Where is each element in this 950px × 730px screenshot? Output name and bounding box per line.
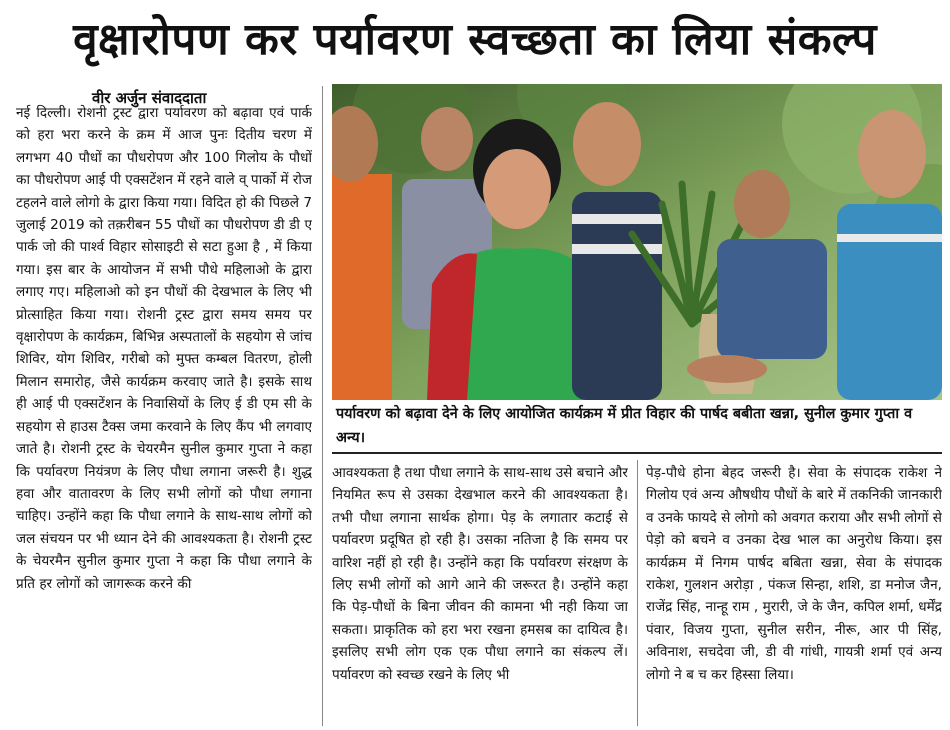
- article-column-3: पेड़-पौधे होना बेहद जरूरी है। सेवा के संपादक राकेश ने गिलोय एवं अन्य औषधीय पौधों के बारे में तकनिकी जानकारी व उनके फायदे से लोगो को अवगत कराया और सभी लोगों से पेड़ो को बचने व उनका देख भाल का अनुरोध किया। इस कार्यक्रम में निगम पार्षद बबिता खन्ना, सेवा के संपादक राकेश, गुलशन अरोड़ा , पंकज सिन्हा, शशि, डा मनोज जैन, राजेंद्र सिंह, नान्हू राम , मुरारी, जे के जैन, कपिल शर्मा, धर्मेंद्र पंवार, विजय गुप्ता, सुनील सरीन, नीरू, आर पी सिंह, अविनाश, सचदेवा जी, डी वी गांधी, गायत्री शर्मा एवं अन्य लोगो ने ब च कर हिस्सा लिया।: [646, 465, 942, 683]
- caption-rule: [332, 452, 942, 454]
- photo-caption: पर्यावरण को बढ़ावा देने के लिए आयोजित कार्यक्रम में प्रीत विहार की पार्षद बबीता खन्ना, सुनील कुमार गुप्ता व अन्य।: [336, 406, 913, 446]
- byline: वीर अर्जुन संवाददाता: [92, 89, 207, 107]
- news-photo: [332, 84, 942, 400]
- article-column-1: नई दिल्ली। रोशनी ट्रस्ट द्वारा पर्यावरण को बढ़ावा एवं पार्क को हरा भरा करने के क्रम में आज पुनः दितीय चरण में लगभग 40 पौधों का पौधरोपण और 100 गिलोय के पौधों का पौधरोपण आई पी एक्सटेंशन में रहने वाले व् पार्को में रोज टहलने वाले लोगो के द्वारा किया गया। विदित हो की पिछले 7 जुलाई 2019 को तक़रीबन 55 पौधों का पौधरोपण डी डी ए पार्क जो की पार्श्व विहार सोसाइटी से सटा हुआ है , में किया गया। इस बार के आयोजन में सभी पौधे महिलाओ के द्वारा लगाए गए। महिलाओ को इन पौधों की देखभाल के लिए भी प्रोत्साहित किया गया। रोशनी ट्रस्ट द्वारा समय समय पर वृक्षारोपण के कार्यक्रम, बिभिन्न अस्पतालों के सहयोग से जांच शिविर, योग शिविर, गरीबो को मुफ्त कम्बल वितरण, होली मिलान समारोह, जैसे कार्यक्रम करवाए जाते है। इसके साथ ही आई पी एक्सटेंशन के निवासियों के लिए ई डी एम सी के सहयोग से हाउस टैक्स जमा करवाने के लिए कैंप भी लगवाए जाते है। रोशनी ट्रस्ट के चेयरमैन सुनील कुमार गुप्ता ने कहा कि पर्यावरण नियंत्रण के लिए पौधा लगाना जरूरी है। शुद्ध हवा और वातावरण के लिए सभी लोगों को पौधा लगाना चाहिए। उन्होंने कहा कि पौधा लगाने के साथ-साथ लोगों को जल संचयन पर भी ध्यान देने की आवश्यकता है। रोशनी ट्रस्ट के चेयरमैन सुनील कुमार गुप्ता ने कहा कि पौधा लगाने के प्रति हर लोगों को जागरूक करने की: [16, 105, 312, 592]
- headline: वृक्षारोपण कर पर्यावरण स्वच्छता का लिया संकल्प: [73, 14, 877, 65]
- people-planting-illustration: [332, 84, 942, 400]
- column-divider: [637, 460, 638, 726]
- column-divider: [322, 86, 323, 726]
- article-column-2: आवश्यकता है तथा पौधा लगाने के साथ-साथ उसे बचाने और नियमित रूप से उसका देखभाल करने की आवश्यकता है। तभी पौधा लगाना सार्थक होगा। पेड़ के लगातार कटाई से पर्यावरण प्रदूषित हो रही है। उसका नतिजा है कि समय पर वारिश नहीं हो रही है। उन्होंने कहा कि पर्यावरण संरक्षण के लिए सभी लोगों को आगे आने की जरूरत है। उन्होंने कहा कि पेड़-पौधों के बिना जीवन की कामना भी नही किया जा सकता। प्राकृतिक को हरा भरा रखना हमसब का दायित्व है। इसलिए सभी लोग एक एक पौधा लगाने का संकल्प लें। पर्यावरण को स्वच्छ रखने के लिए भी: [332, 465, 628, 683]
